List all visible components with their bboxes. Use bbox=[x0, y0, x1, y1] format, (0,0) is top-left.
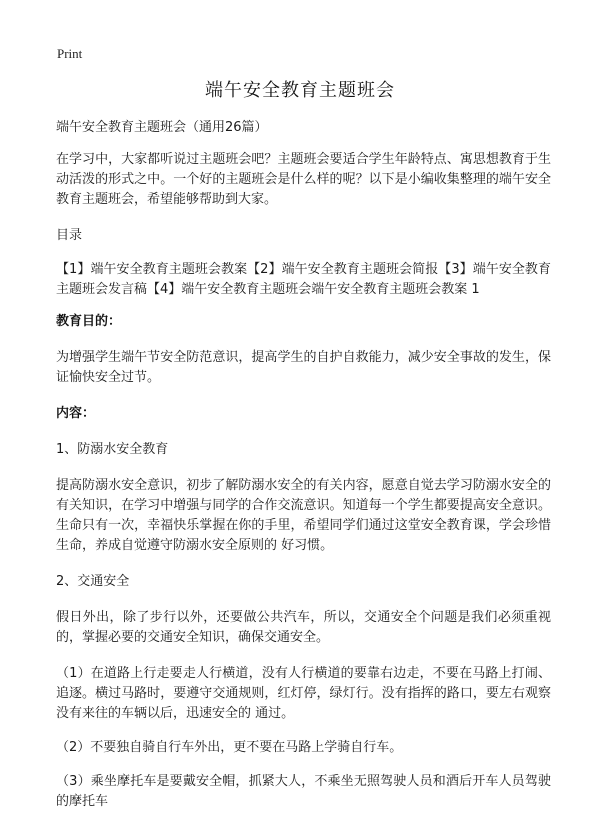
toc-heading: 目录 bbox=[56, 228, 83, 243]
intro-paragraph: 在学习中，大家都听说过主题班会吧？主题班会要适合学生年龄特点、寓思想教育于生动活泼的形式之中。一个好的主题班会是什么样的呢？以下是小编收集整理的端午安全教育主题班会，希望能够帮助到大家。 bbox=[56, 152, 551, 207]
content-heading: 内容： bbox=[56, 406, 96, 421]
print-link[interactable]: Print bbox=[57, 46, 83, 61]
document-subtitle: 端午安全教育主题班会（通用26篇） bbox=[56, 120, 268, 135]
section2-heading: 2、交通安全 bbox=[56, 574, 130, 589]
document-body bbox=[56, 118, 551, 826]
page-title: 端午安全教育主题班会 bbox=[205, 80, 395, 101]
list-item: （1）在道路上行走要走人行横道，没有人行横道的要靠右边走，不要在马路上打闹、追逐。横过马路时，要遵守交通规则，红灯停，绿灯行。没有指挥的路口，要左右观察没有来往的车辆以后，迅速安全的 通过。 bbox=[56, 666, 551, 721]
section1-paragraph: 提高防溺水安全意识，初步了解防溺水安全的有关内容，愿意自觉去学习防溺水安全的有关知识，在学习中增强与同学的合作交流意识。知道每一个学生都要提高安全意识。生命只有一次，幸福快乐掌握在你的手里，希望同学们通过这堂安全教育课，学会珍惜生命，养成自觉遵守防溺水安全原则的 好习惯。 bbox=[56, 478, 551, 553]
list-item: （3）乘坐摩托车是要戴安全帽，抓紧大人，不乘坐无照驾驶人员和酒后开车人员驾驶的摩托车 bbox=[56, 774, 551, 809]
section1-heading: 1、防溺水安全教育 bbox=[56, 442, 169, 457]
purpose-heading: 教育目的： bbox=[56, 314, 122, 329]
section2-paragraph: 假日外出，除了步行以外，还要做公共汽车，所以，交通安全个问题是我们必须重视的，掌握必要的交通安全知识，确保交通安全。 bbox=[56, 610, 551, 645]
toc-links[interactable]: 【1】端午安全教育主题班会教案【2】端午安全教育主题班会简报【3】端午安全教育主题班会发言稿【4】端午安全教育主题班会端午安全教育主题班会教案 1 bbox=[56, 262, 551, 297]
purpose-paragraph: 为增强学生端午节安全防范意识，提高学生的自护自救能力，减少安全事故的发生，保证愉快安全过节。 bbox=[56, 350, 551, 385]
list-item: （2）不要独自骑自行车外出，更不要在马路上学骑自行车。 bbox=[56, 740, 403, 755]
